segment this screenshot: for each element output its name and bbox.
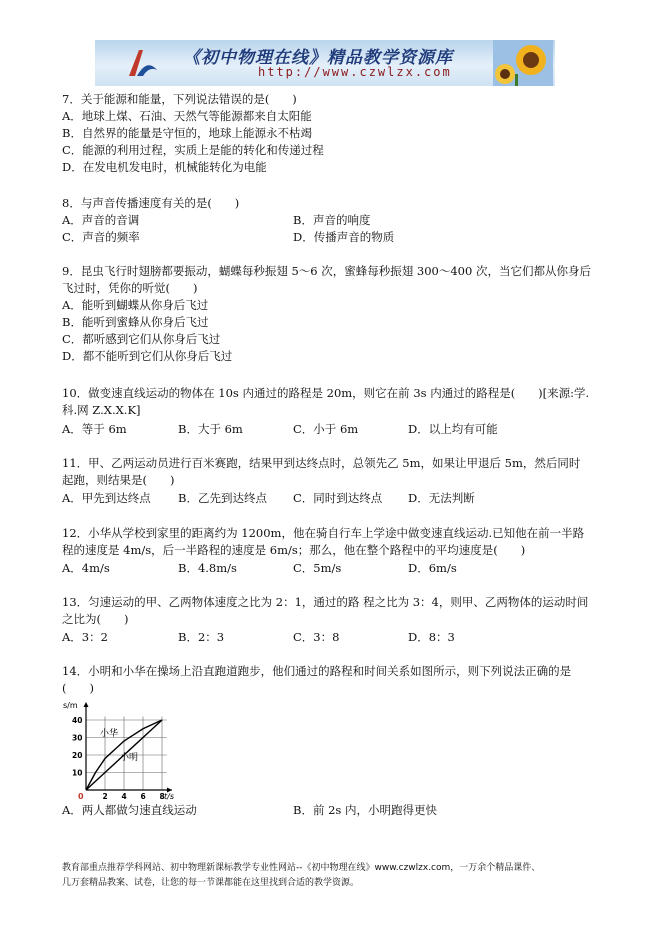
page-footer	[62, 861, 540, 891]
question-12-option-d: D．6m/s	[408, 561, 457, 575]
question-12	[62, 525, 584, 559]
question-10	[62, 385, 589, 419]
question-stem-line-2: 科.网 Z.X.X.K]	[62, 403, 141, 417]
origin-label: 0	[78, 792, 84, 801]
question-13-option-a: A．3：2	[62, 630, 108, 644]
question-11-option-a: A．甲先到达终点	[62, 491, 151, 505]
y-tick-label: 30	[72, 733, 83, 743]
x-tick-label: 6	[140, 792, 146, 801]
x-axis-label: t/s	[164, 792, 174, 801]
question-stem-line-1: 14．小明和小华在操场上沿直跑道跑步，他们通过的路程和时间关系如图所示，则下列说法正确的是	[62, 664, 572, 678]
y-axis-arrow-icon	[84, 702, 89, 707]
question-8-option-b: B．声音的响度	[293, 213, 371, 227]
option-b: B．自然界的能量是守恒的，地球上能源永不枯竭	[62, 126, 312, 140]
question-10-option-a: A．等于 6m	[62, 422, 127, 436]
question-13	[62, 594, 588, 628]
question-11-option-b: B．乙先到达终点	[178, 491, 267, 505]
x-tick-label: 2	[102, 792, 108, 801]
option-c: C．能源的利用过程，实质上是能的转化和传递过程	[62, 143, 324, 157]
question-13-option-d: D．8：3	[408, 630, 455, 644]
question-11-option-c: C．同时到达终点	[293, 491, 383, 505]
question-9	[62, 263, 591, 365]
question-10-option-d: D．以上均有可能	[408, 422, 498, 436]
option-b: B．能听到蜜蜂从你身后飞过	[62, 315, 209, 329]
question-stem-line-1: 10．做变速直线运动的物体在 10s 内通过的路程是 20m，则它在前 3s 内通过的路程是( )[来源:学.	[62, 386, 590, 400]
question-13-option-b: B．2：3	[178, 630, 225, 644]
banner-url[interactable]: http://www.czwlzx.com	[258, 65, 452, 79]
y-axis-label: s/m	[63, 701, 78, 710]
y-tick-label: 40	[72, 716, 83, 725]
footer-line-1: 教育部重点推荐学科网站、初中物理新课标教学专业性网站--《初中物理在线》www.czwlzx.com，一万余个精品课件、	[62, 863, 541, 873]
y-tick-label: 20	[72, 751, 83, 760]
question-8-option-d: D．传播声音的物质	[293, 230, 395, 244]
question-12-option-b: B．4.8m/s	[178, 561, 237, 575]
question-stem-line-2: 程的速度是 4m/s，后一半路程的速度是 6m/s；那么，他在整个路程中的平均速度是( )	[62, 543, 526, 557]
question-14	[62, 663, 571, 697]
question-7	[62, 91, 324, 176]
question-10-option-c: C．小于 6m	[293, 422, 359, 436]
question-12-option-a: A．4m/s	[62, 561, 110, 575]
x-tick-label: 8	[159, 792, 165, 801]
question-13-option-c: C．3：8	[293, 630, 340, 644]
question-stem-line-1: 9．昆虫飞行时翅膀都要振动，蝴蝶每秒振翅 5～6 次，蜜蜂每秒振翅 300～400 次，当它们都从你身后	[62, 264, 591, 278]
banner-title: 《初中物理在线》精品教学资源库	[183, 48, 453, 68]
x-tick-label: 4	[121, 792, 127, 801]
question-8-option-c: C．声音的频率	[62, 230, 140, 244]
option-a: A．能听到蝴蝶从你身后飞过	[62, 298, 209, 312]
question-11	[62, 455, 580, 489]
question-8-stem: 8．与声音传播速度有关的是( )	[62, 196, 240, 210]
question-12-option-c: C．5m/s	[293, 561, 342, 575]
question-stem-line-2: ( )	[62, 681, 94, 695]
option-d: D．在发电机发电时，机械能转化为电能	[62, 160, 267, 174]
question-stem-line-2: 起跑，则结果是( )	[62, 473, 175, 487]
series-label-xiaoming: 小明	[120, 753, 139, 763]
question-14-option-a: A．两人都做匀速直线运动	[62, 803, 197, 817]
question-stem-line-2: 之比为( )	[62, 612, 129, 626]
question-stem-line-2: 飞过时，凭你的听觉( )	[62, 281, 198, 295]
series-label-xiaohua: 小华	[100, 729, 119, 739]
question-stem: 7．关于能源和能量，下列说法错误的是( )	[62, 92, 297, 106]
sunflower-image	[493, 40, 553, 86]
question-11-option-d: D．无法判断	[408, 491, 475, 505]
footer-line-2: 几万套精品教案、试卷，让您的每一节课都能在这里找到合适的教学资源。	[62, 878, 360, 888]
question-10-option-b: B．大于 6m	[178, 422, 243, 436]
question-stem-line-1: 13．匀速运动的甲、乙两物体速度之比为 2：1，通过的路 程之比为 3：4，则甲、乙两物体的运动时间	[62, 595, 589, 609]
question-stem-line-1: 11．甲、乙两运动员进行百米赛跑，结果甲到达终点时，总领先乙 5m，如果让甲退后 5m，然后同时	[62, 456, 581, 470]
option-a: A．地球上煤、石油、天然气等能源都来自太阳能	[62, 109, 312, 123]
distance-time-chart	[60, 698, 180, 802]
question-stem-line-1: 12．小华从学校到家里的距离约为 1200m，他在骑自行车上学途中做变速直线运动.已知他在前一半路	[62, 526, 585, 540]
site-logo	[125, 46, 159, 80]
option-d: D．都不能听到它们从你身后飞过	[62, 349, 233, 363]
question-8-option-a: A．声音的音调	[62, 213, 140, 227]
question-14-option-b: B．前 2s 内，小明跑得更快	[293, 803, 437, 817]
y-tick-label: 10	[72, 768, 83, 778]
header-banner	[95, 40, 555, 86]
option-c: C．都听感到它们从你身后飞过	[62, 332, 221, 346]
